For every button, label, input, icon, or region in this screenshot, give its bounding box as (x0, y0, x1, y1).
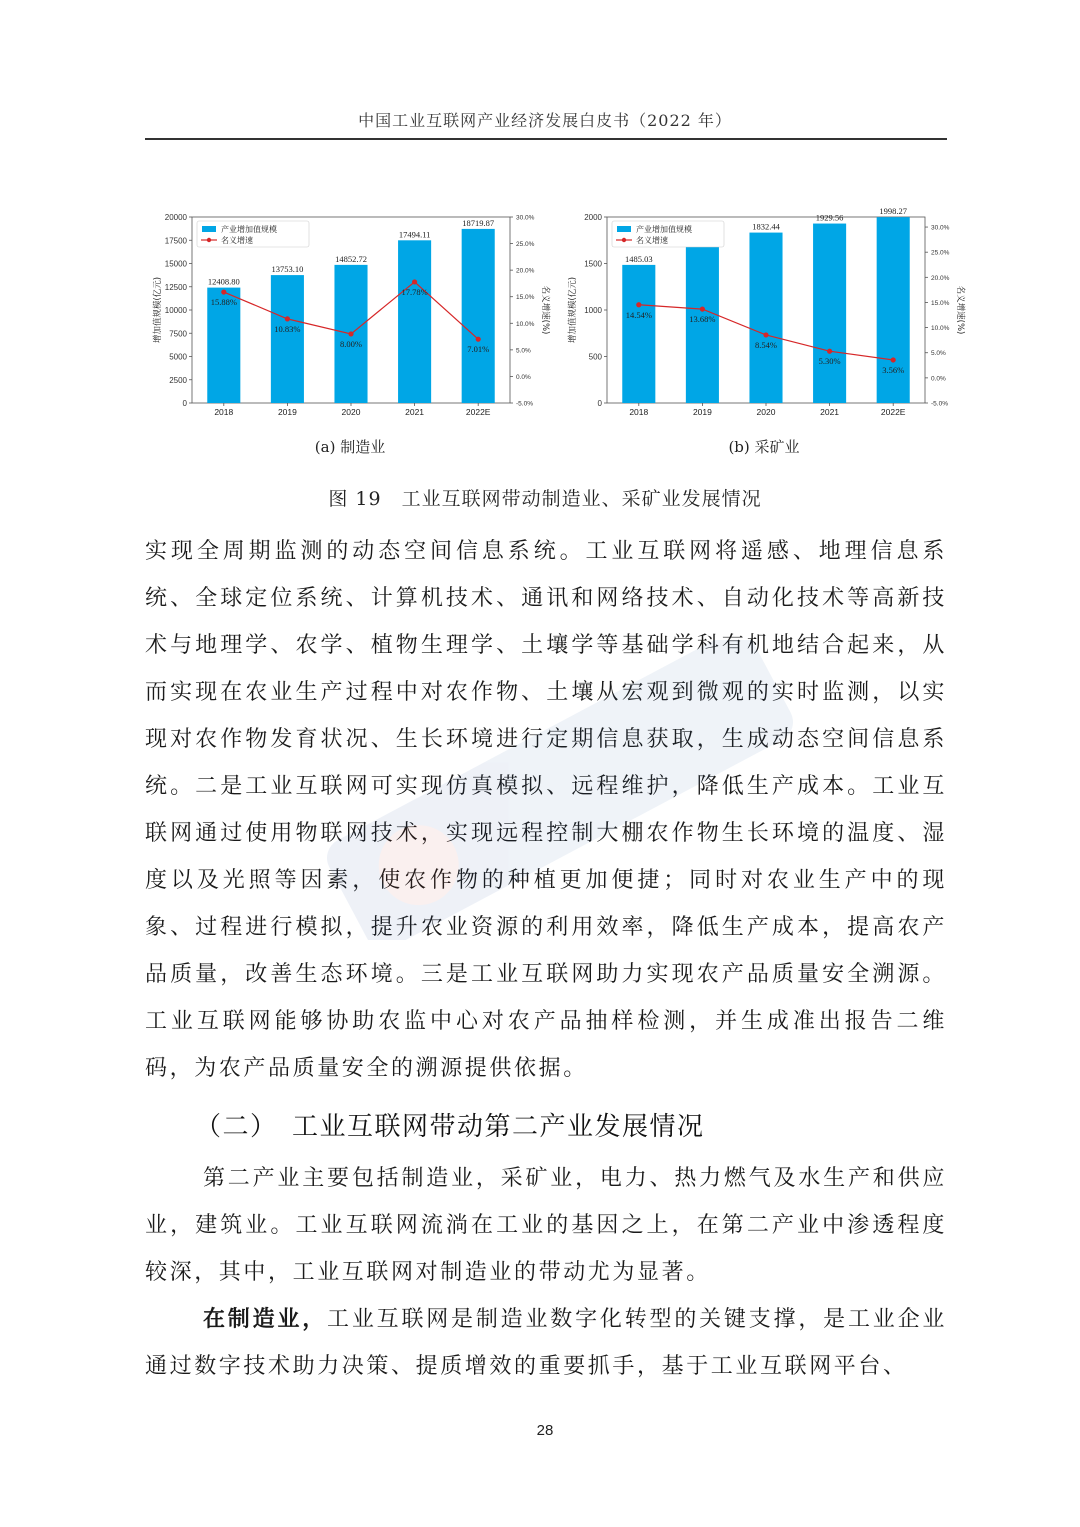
growth-value-label: 13.68% (689, 314, 716, 325)
chart-manufacturing-svg (150, 205, 550, 420)
x-tick-label: 2022E (880, 407, 906, 417)
growth-value-label: 8.54% (755, 339, 777, 350)
y2-tick-label: 0.0% (516, 373, 531, 381)
paragraph-manufacturing-text: 工业互联网是制造业数字化转型的关键支撑，是工业企业通过数字技术助力决策、提质增效的重要抓手，基于工业互联网平台、 (145, 1307, 947, 1379)
y-tick-label: 2000 (584, 213, 602, 222)
growth-point (700, 306, 705, 311)
growth-value-label: 10.83% (274, 323, 301, 334)
paragraph-secondary-industry: 第二产业主要包括制造业，采矿业，电力、热力燃气及水生产和供应业，建筑业。工业互联网流淌在工业的基因之上，在第二产业中渗透程度较深，其中，工业互联网对制造业的带动尤为显著。 (145, 1166, 947, 1285)
y-tick-label: 500 (588, 352, 602, 362)
legend-line-label: 名义增速 (636, 236, 668, 245)
y-tick-label: 17500 (164, 236, 187, 246)
growth-point (348, 331, 353, 336)
y2-axis-title: 名义增速(%) (955, 285, 965, 335)
bar-value-label: 17494.11 (398, 229, 431, 240)
x-tick-label: 2022E (465, 407, 491, 417)
y-tick-label: 7500 (169, 329, 187, 339)
growth-value-label: 17.78% (401, 286, 428, 297)
y2-tick-label: 5.0% (931, 350, 946, 358)
caption-mining: (b) 采矿业 (728, 438, 800, 456)
bar (813, 224, 846, 403)
bar-value-label: 1485.03 (624, 253, 653, 264)
bar-value-label: 12408.80 (207, 276, 240, 287)
y-tick-label: 0 (597, 399, 602, 408)
growth-point (476, 337, 481, 342)
x-tick-label: 2019 (692, 407, 712, 417)
y2-tick-label: 25.0% (931, 249, 950, 257)
bar-value-label: 1832.44 (752, 221, 780, 232)
paragraph-lead: 在制造业， (203, 1307, 328, 1332)
y2-tick-label: 30.0% (516, 214, 535, 222)
growth-point (636, 302, 641, 307)
y-tick-label: 5000 (169, 352, 187, 362)
y2-tick-label: 10.0% (516, 320, 535, 328)
y2-tick-label: 10.0% (931, 325, 950, 333)
paragraph-agriculture: 实现全周期监测的动态空间信息系统。工业互联网将遥感、地理信息系统、全球定位系统、计算机技术、通讯和网络技术、自动化技术等高新技术与地理学、农学、植物生理学、土壤学等基础学科有机地结合起来，从而实现在农业生产过程中对农作物、土壤从宏观到微观的实时监测，以实现对农作物发育状况、生长环境进行定期信息获取，生成动态空间信息系统。二是工业互联网可实现仿真模拟、远程维护，降低生产成本。工业互联网通过使用物联网技术，实现远程控制大棚农作物生长环境的温度、湿度以及光照等因素，使农作物的种植更加便捷；同时对农业生产中的现象、过程进行模拟，提升农业资源的利用效率，降低生产成本，提高农产品质量，改善生态环境。三是工业互联网助力实现农产品质量安全溯源。工业互联网能够协助农监中心对农产品抽样检测，并生成准出报告二维码，为农产品质量安全的溯源提供依据。 (145, 539, 947, 1081)
x-tick-label: 2020 (756, 407, 776, 417)
bar (271, 275, 304, 403)
y-axis-title: 增加值规模(亿元) (568, 276, 578, 344)
y-tick-label: 10000 (164, 306, 187, 315)
y-tick-label: 2500 (169, 375, 187, 385)
chart-manufacturing (150, 205, 550, 420)
paragraph-manufacturing (145, 1296, 947, 1390)
y-axis-title: 增加值规模(亿元) (153, 276, 163, 344)
y-tick-label: 0 (182, 399, 187, 408)
y2-tick-label: 0.0% (931, 375, 946, 383)
bar (622, 265, 655, 403)
x-tick-label: 2021 (405, 407, 425, 417)
bar (877, 217, 910, 403)
growth-point (827, 349, 832, 354)
y2-tick-label: 20.0% (931, 274, 950, 282)
growth-point (221, 289, 226, 294)
y2-tick-label: 20.0% (516, 267, 535, 275)
y2-tick-label: 30.0% (931, 224, 950, 232)
bar-value-label: 14852.72 (335, 253, 367, 264)
growth-value-label: 14.54% (625, 309, 652, 320)
y2-tick-label: 5.0% (516, 347, 531, 355)
y2-tick-label: 15.0% (516, 294, 535, 302)
legend-bar-label: 产业增加值规模 (221, 225, 277, 234)
figure-title: 图 19 工业互联网带动制造业、采矿业发展情况 (328, 488, 762, 510)
growth-value-label: 3.56% (882, 364, 905, 375)
growth-value-label: 5.30% (818, 356, 841, 367)
y2-tick-label: -5.0% (516, 400, 533, 408)
chart-mining (565, 205, 965, 420)
y2-tick-label: 25.0% (516, 241, 535, 249)
x-tick-label: 2018 (214, 407, 234, 417)
chart-mining-svg (565, 205, 965, 420)
legend-line-marker (207, 238, 211, 242)
legend-line-label: 名义增速 (221, 236, 253, 245)
bar (398, 240, 431, 403)
bar (686, 246, 719, 403)
legend-line-marker (622, 238, 626, 242)
y-tick-label: 20000 (164, 213, 187, 222)
y2-tick-label: 15.0% (931, 299, 950, 307)
bar (749, 233, 782, 403)
legend-bar-label: 产业增加值规模 (636, 225, 692, 234)
x-tick-label: 2021 (820, 407, 840, 417)
page-header: 中国工业互联网产业经济发展白皮书（2022 年） (358, 111, 732, 130)
bar-value-label: 1929.56 (815, 212, 844, 223)
x-tick-label: 2020 (341, 407, 361, 417)
y2-axis-title: 名义增速(%) (540, 285, 550, 335)
legend-bar-swatch (202, 226, 216, 232)
growth-point (412, 279, 417, 284)
bar (462, 229, 495, 403)
x-tick-label: 2018 (629, 407, 649, 417)
header-rule (145, 138, 947, 140)
x-tick-label: 2019 (277, 407, 297, 417)
y-tick-label: 1500 (584, 259, 602, 269)
y-tick-label: 15000 (164, 259, 187, 269)
caption-manufacturing: (a) 制造业 (314, 438, 386, 456)
y-tick-label: 12500 (164, 282, 187, 292)
page-number: 28 (536, 1422, 554, 1439)
bar-value-label: 1998.27 (879, 206, 908, 217)
legend-bar-swatch (617, 226, 631, 232)
growth-value-label: 8.00% (340, 338, 362, 349)
growth-value-label: 15.88% (210, 297, 237, 308)
growth-point (285, 316, 290, 321)
bar-value-label: 13753.10 (271, 264, 304, 275)
growth-point (891, 357, 896, 362)
y-tick-label: 1000 (584, 306, 602, 315)
growth-value-label: 7.01% (467, 344, 490, 355)
growth-point (763, 332, 768, 337)
bar-value-label: 18719.87 (462, 217, 495, 228)
y2-tick-label: -5.0% (931, 400, 948, 408)
section-heading: （二） 工业互联网带动第二产业发展情况 (195, 1112, 705, 1142)
